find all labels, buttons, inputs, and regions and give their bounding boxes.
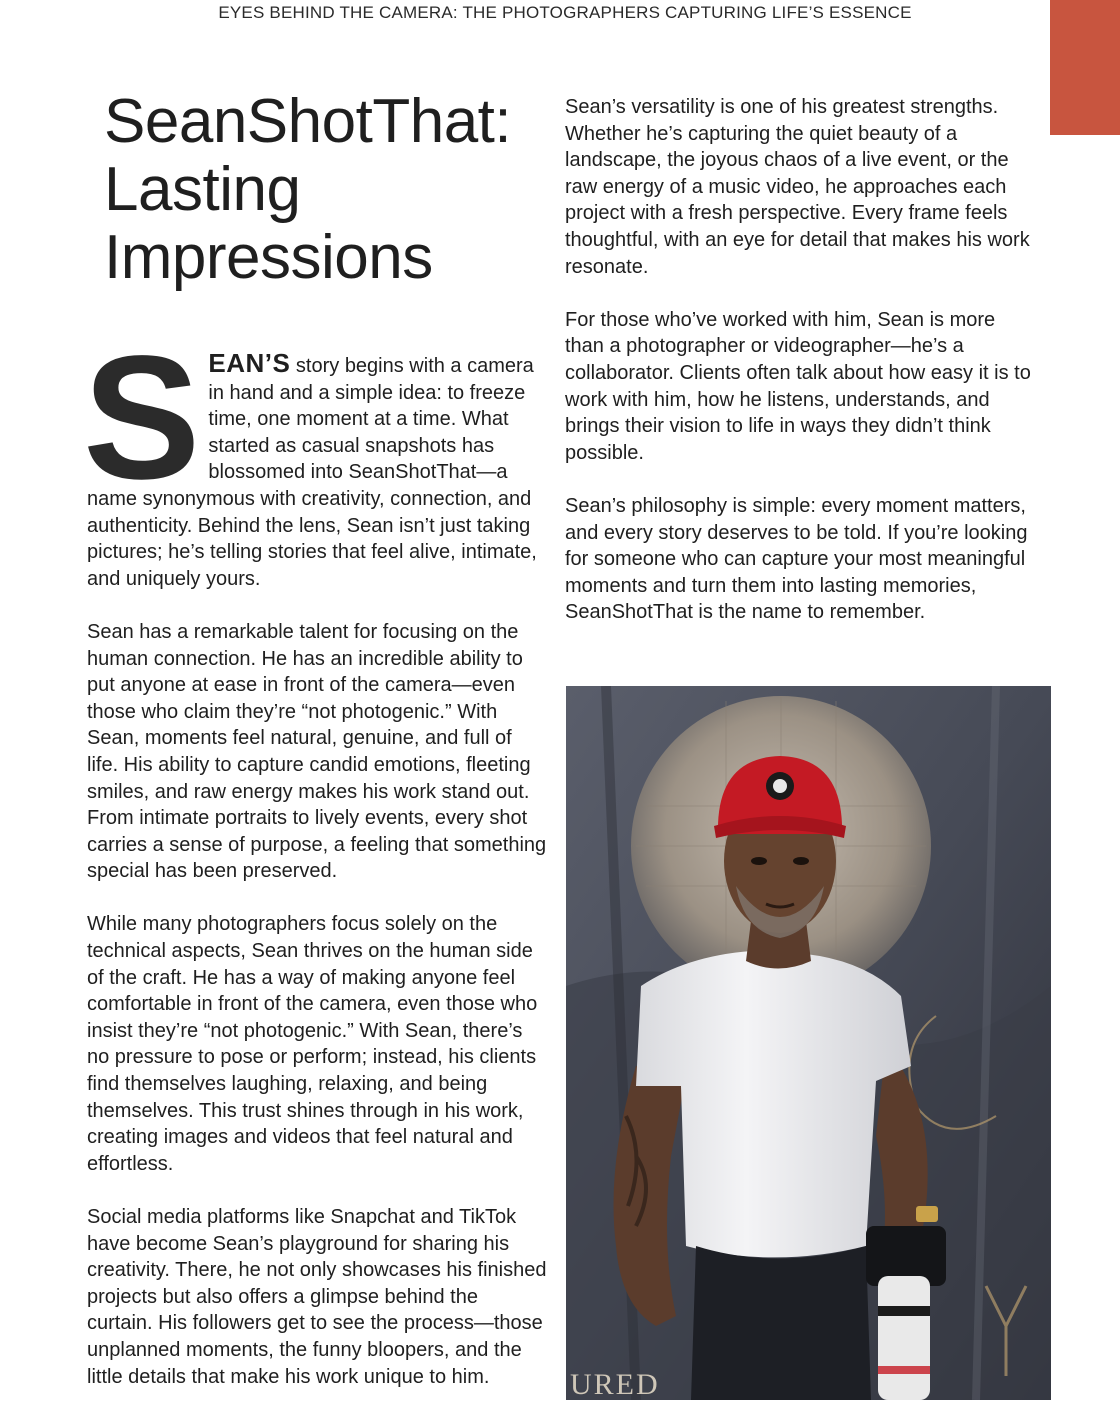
wristwatch bbox=[916, 1206, 938, 1222]
portrait-illustration bbox=[566, 686, 1051, 1400]
portrait-photo bbox=[566, 686, 1051, 1400]
title-line: SeanShotThat: bbox=[104, 87, 512, 156]
right-column bbox=[565, 94, 1035, 652]
backdrop-lettering: URED bbox=[570, 1368, 660, 1400]
article-title bbox=[104, 88, 511, 292]
drop-cap: S bbox=[83, 320, 201, 516]
left-column bbox=[83, 320, 547, 1417]
body-paragraph: Sean’s versatility is one of his greatest strengths. Whether he’s capturing the quiet beauty of a landscape, the joyous chaos of a live event, or the raw energy of a music video, he approaches each project with a fresh perspective. Every frame feels thoughtful, with an eye for detail that makes his work resonate. bbox=[565, 96, 1030, 278]
jeans bbox=[691, 1246, 871, 1400]
body-paragraph: Social media platforms like Snapchat and TikTok have become Sean’s playground for sharing his creativity. There, he not only showcases his finished projects but also offers a glimpse behind the curtain. His followers get to see the process—those unplanned moments, the funny bloopers, and the little details that make his work unique to him. bbox=[87, 1206, 547, 1388]
body-paragraph: Sean has a remarkable talent for focusing on the human connection. He has an incredible ability to put anyone at ease in front of the camera—even those who claim they’re “not photogenic.” With Sean, moments feel natural, genuine, and full of life. His ability to capture candid emotions, fleeting smiles, and raw energy makes his work stand out. From intimate portraits to lively events, every shot carries a sense of purpose, a feeling that something special has been preserved. bbox=[87, 620, 547, 883]
body-paragraph: Sean’s philosophy is simple: every moment matters, and every story deserves to be told. If you’re looking for someone who can capture your most meaningful moments and turn them into lasting memories, SeanShotThat is the name to remember. bbox=[565, 494, 1028, 624]
running-header: EYES BEHIND THE CAMERA: THE PHOTOGRAPHERS CAPTURING LIFE’S ESSENCE bbox=[218, 3, 912, 22]
camera-lens bbox=[878, 1276, 930, 1400]
lead-paragraph bbox=[83, 320, 547, 592]
lead-word: EAN’S bbox=[208, 348, 291, 378]
body-paragraph: While many photographers focus solely on the technical aspects, Sean thrives on the human side of the craft. He has a way of making anyone feel comfortable in front of the camera, even those who insist they’re “not photogenic.” With Sean, there’s no pressure to pose or perform; instead, his clients find themselves laughing, relaxing, and being themselves. This trust shines through in his work, creating images and videos that feel natural and effortless. bbox=[87, 913, 538, 1175]
title-line: Lasting bbox=[104, 155, 301, 224]
body-paragraph: For those who’ve worked with him, Sean is more than a photographer or videographer—he’s a collaborator. Clients often talk about how easy it is to work with him, how he listens, understands, and brings their vision to life in ways they didn’t think possible. bbox=[565, 308, 1031, 464]
title-line: Impressions bbox=[104, 223, 433, 292]
lead-text: story begins with a camera in hand and a simple idea: to freeze time, one moment at a time. What started as casual snapshots has blossomed into SeanShotThat—a name synonymous with creativity, connection, and authenticity. Behind the lens, Sean isn’t just taking pictures; he’s telling stories that feel alive, intimate, and uniquely yours. bbox=[87, 355, 537, 590]
accent-tab bbox=[1050, 0, 1120, 135]
